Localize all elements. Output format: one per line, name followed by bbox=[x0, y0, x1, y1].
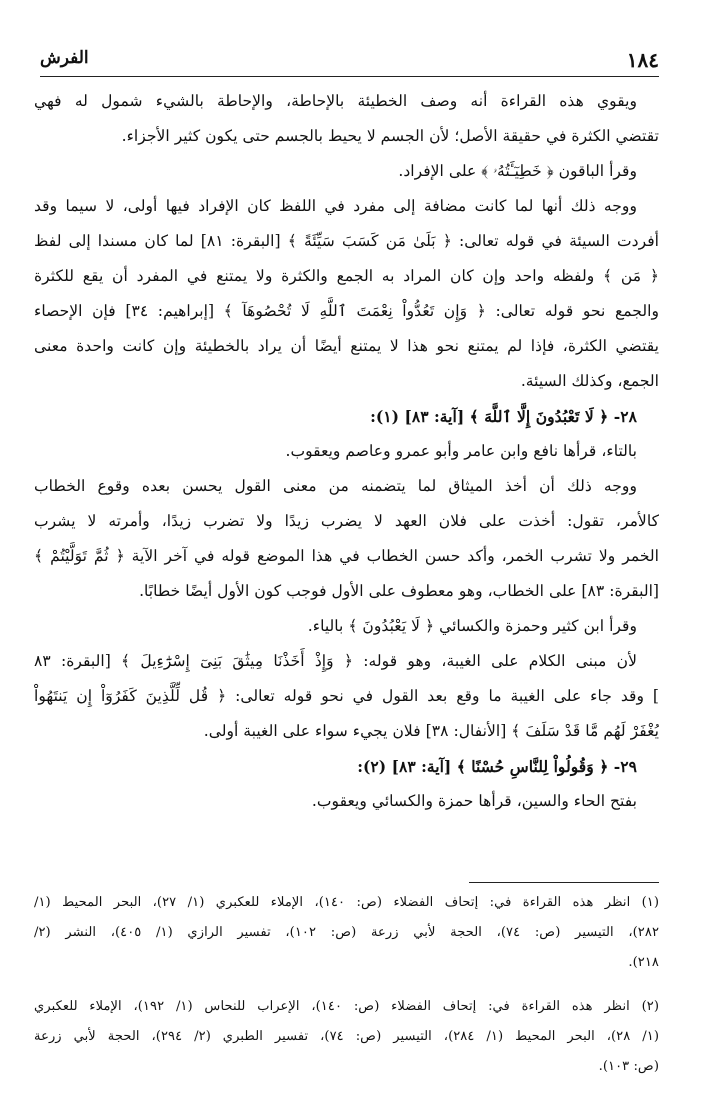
text-line: ٢٩- ﴿ وَقُولُواْ لِلنَّاسِ حُسْنًا ﴾ [آية: ٨٣] (٢): bbox=[357, 757, 637, 776]
text-line: يقتضي الكثرة، فإذا لم يمتنع نحو هذا لا يمتنع أيضًا أن يراد بالخطيئة وإن كانت واحدة معنى bbox=[34, 337, 659, 355]
text-line: ٢٨- ﴿ لَا تَعْبُدُونَ إِلَّا ٱللَّهَ ﴾ [آية: ٨٣] (١): bbox=[370, 407, 637, 426]
text-line: ] وقد جاء على الغيبة ما وقع بعد القول في نحو قوله تعالى: ﴿ قُل لِّلَّذِينَ كَفَرُوٓاْ إِن يَنتَهُواْ bbox=[34, 687, 659, 705]
text-line: لأن مبنى الكلام على الغيبة، وهو قوله: ﴿ وَإِذْ أَخَذْنَا مِيثَٰقَ بَنِىٓ إِسْرَٰٓءِيلَ ﴾ [البقرة: ٨٣ bbox=[34, 652, 637, 670]
page-header bbox=[40, 46, 659, 77]
text-line: أفردت السيئة في قوله تعالى: ﴿ بَلَىٰ مَن كَسَبَ سَيِّئَةً ﴾ [البقرة: ٨١] لما كان مسندا إلى لفظ bbox=[34, 232, 659, 250]
footnote-line: (١/ ٢٨)، البحر المحيط (١/ ٢٨٤)، التيسير (ص: ٧٤)، تفسير الطبري (٢/ ٢٩٤)، الحجة لأبي زرعة bbox=[34, 1029, 659, 1044]
text-line: بالتاء، قرأها نافع وابن عامر وأبو عمرو وعاصم ويعقوب. bbox=[285, 442, 637, 460]
text-line: [البقرة: ٨٣] على الخطاب، وهو معطوف على الأول فوجب كون الأول أيضًا خطابًا. bbox=[139, 582, 659, 600]
text-line: ويقوي هذه القراءة أنه وصف الخطيئة بالإحاطة، والإحاطة بالشيء شمول له فهي bbox=[34, 92, 637, 110]
page-number: ١٨٤ bbox=[626, 48, 659, 72]
footnote-line: ٢١٨). bbox=[628, 955, 659, 970]
text-line: يُغْفَرْ لَهُم مَّا قَدْ سَلَفَ ﴾ [الأنفال: ٣٨] فلان يجيء سواء على الغيبة أولى. bbox=[203, 722, 659, 740]
text-line: ووجه ذلك أن أخذ الميثاق لما يتضمنه من معنى القول يحسن بعده وقوع الخطاب bbox=[34, 477, 637, 495]
footnote-divider bbox=[469, 882, 659, 883]
footnote-line: (١) انظر هذه القراءة في: إتحاف الفضلاء (ص: ١٤٠)، الإملاء للعكبري (١/ ٢٧)، البحر المحيط (١/ bbox=[34, 895, 659, 910]
text-line: بفتح الحاء والسين، قرأها حمزة والكسائي ويعقوب. bbox=[311, 792, 637, 810]
text-line: وقرأ الباقون ﴿ خَطِيٓـَٔتُهُۥ ﴾ على الإفراد. bbox=[398, 162, 637, 180]
main-text bbox=[34, 84, 659, 819]
text-line: كالأمر، تقول: أخذت على فلان العهد لا يضرب زيدًا ولا تضرب زيدًا، وأمرته لا يشرب bbox=[34, 512, 659, 530]
footnote-line: (٢) انظر هذه القراءة في: إتحاف الفضلاء (ص: ١٤٠)، الإعراب للنحاس (١/ ١٩٢)، الإملاء للعكبري bbox=[34, 999, 659, 1014]
text-line: الخمر ولا تشرب الخمر، وأكد حسن الخطاب في هذا الموضع قوله في آخر الآية ﴿ ثُمَّ تَوَلَّيْتُمْ ﴾ bbox=[34, 547, 659, 565]
text-line: ﴿ مَن ﴾ ولفظه واحد وإن كان المراد به الجمع والكثرة ولا يمتنع في المفرد أن يقع للكثرة bbox=[34, 267, 659, 285]
footnote-line: ٢٨٢)، التيسير (ص: ٧٤)، الحجة لأبي زرعة (ص: ١٠٢)، تفسير الرازي (١/ ٤٠٥)، النشر (٢/ bbox=[34, 925, 659, 940]
text-line: وقرأ ابن كثير وحمزة والكسائي ﴿ لَا يَعْبُدُونَ ﴾ بالياء. bbox=[307, 617, 637, 635]
text-line: الجمع، وكذلك السيئة. bbox=[520, 372, 659, 390]
text-line: تقتضي الكثرة في حقيقة الأصل؛ لأن الجسم لا يحيط بالجسم حتى يكون كثير الأجزاء. bbox=[121, 127, 659, 145]
footnote-line: (ص: ١٠٣). bbox=[598, 1059, 659, 1074]
footnotes bbox=[34, 888, 659, 1082]
text-line: ووجه ذلك أنها لما كانت مضافة إلى مفرد في اللفظ كان الإفراد فيها أولى، لا سيما وقد bbox=[34, 197, 637, 215]
running-title: الفرش bbox=[40, 48, 89, 68]
text-line: والجمع نحو قوله تعالى: ﴿ وَإِن تَعُدُّواْ نِعْمَتَ ٱللَّهِ لَا تُحْصُوهَآ ﴾ [إبراهيم: ٣٤] فإن الإحصاء bbox=[34, 302, 659, 320]
